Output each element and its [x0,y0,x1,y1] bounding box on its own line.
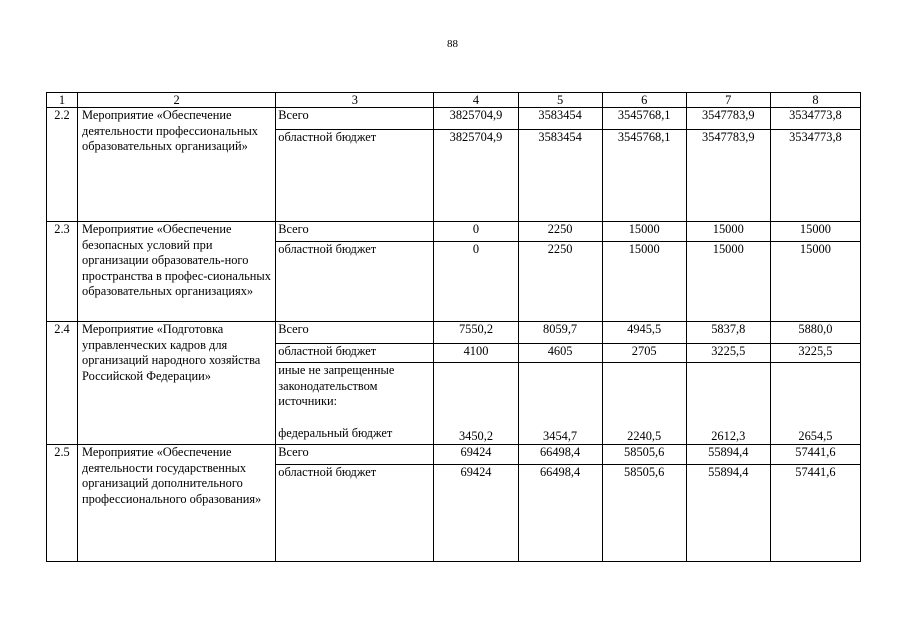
value-cell: 3825704,9 [434,130,518,222]
funding-source: Всего [276,322,434,344]
value-cell: 4605 [518,344,602,363]
funding-source-group [276,363,434,445]
page-number: 88 [447,38,458,50]
table-row [47,222,861,242]
value-cell: 3825704,9 [434,108,518,130]
table-row [47,322,861,344]
value-cell: 5880,0 [770,322,860,344]
header-row [47,93,861,108]
value-cell: 3454,7 [518,363,602,445]
value-cell: 57441,6 [770,445,860,465]
value-cell: 3225,5 [686,344,770,363]
value-cell: 3545768,1 [602,130,686,222]
value-cell: 57441,6 [770,465,860,562]
value-cell: 58505,6 [602,445,686,465]
budget-table [46,92,861,562]
value-cell: 2240,5 [602,363,686,445]
header-cell: 4 [434,93,518,108]
row-number: 2.5 [47,445,78,562]
value-cell: 4945,5 [602,322,686,344]
value-cell: 2705 [602,344,686,363]
value-cell: 69424 [434,465,518,562]
value-cell: 15000 [602,242,686,322]
funding-source: федеральный бюджет [278,425,393,440]
value-cell: 2612,3 [686,363,770,445]
header-cell: 2 [78,93,276,108]
value-cell: 3583454 [518,108,602,130]
event-title: Мероприятие «Обеспечение деятельности профессиональных образовательных организаций» [78,108,276,222]
value-cell: 66498,4 [518,465,602,562]
value-cell: 2250 [518,222,602,242]
funding-source: областной бюджет [276,465,434,562]
event-title: Мероприятие «Обеспечение безопасных условий при организации образователь-ного пространства в профес-сиональных образовательных организациях» [78,222,276,322]
row-number: 2.2 [47,108,78,222]
header-cell: 8 [770,93,860,108]
funding-source-note: иные не запрещенные законодательством источники: [278,363,395,408]
value-cell: 0 [434,222,518,242]
value-cell: 4100 [434,344,518,363]
value-cell: 2654,5 [770,363,860,445]
row-number: 2.4 [47,322,78,445]
value-cell: 3450,2 [434,363,518,445]
row-number: 2.3 [47,222,78,322]
value-cell: 15000 [686,242,770,322]
value-cell: 55894,4 [686,465,770,562]
header-cell: 7 [686,93,770,108]
value-cell: 3534773,8 [770,108,860,130]
header-cell: 1 [47,93,78,108]
value-cell: 8059,7 [518,322,602,344]
value-cell: 69424 [434,445,518,465]
value-cell: 3534773,8 [770,130,860,222]
event-title: Мероприятие «Подготовка управленческих кадров для организаций народного хозяйства Российской Федерации» [78,322,276,445]
table-row [47,445,861,465]
header-cell: 6 [602,93,686,108]
value-cell: 55894,4 [686,445,770,465]
table-row [47,108,861,130]
value-cell: 15000 [770,242,860,322]
value-cell: 66498,4 [518,445,602,465]
value-cell: 5837,8 [686,322,770,344]
funding-source: Всего [276,222,434,242]
event-title: Мероприятие «Обеспечение деятельности государственных организаций дополнительного профессионального образования» [78,445,276,562]
funding-source: Всего [276,445,434,465]
value-cell: 3547783,9 [686,130,770,222]
value-cell: 15000 [602,222,686,242]
header-cell: 5 [518,93,602,108]
header-cell: 3 [276,93,434,108]
value-cell: 7550,2 [434,322,518,344]
value-cell: 3547783,9 [686,108,770,130]
value-cell: 58505,6 [602,465,686,562]
value-cell: 3225,5 [770,344,860,363]
value-cell: 15000 [686,222,770,242]
value-cell: 3583454 [518,130,602,222]
value-cell: 0 [434,242,518,322]
funding-source: областной бюджет [276,344,434,363]
value-cell: 15000 [770,222,860,242]
funding-source: областной бюджет [276,242,434,322]
funding-source: Всего [276,108,434,130]
funding-source: областной бюджет [276,130,434,222]
value-cell: 3545768,1 [602,108,686,130]
value-cell: 2250 [518,242,602,322]
